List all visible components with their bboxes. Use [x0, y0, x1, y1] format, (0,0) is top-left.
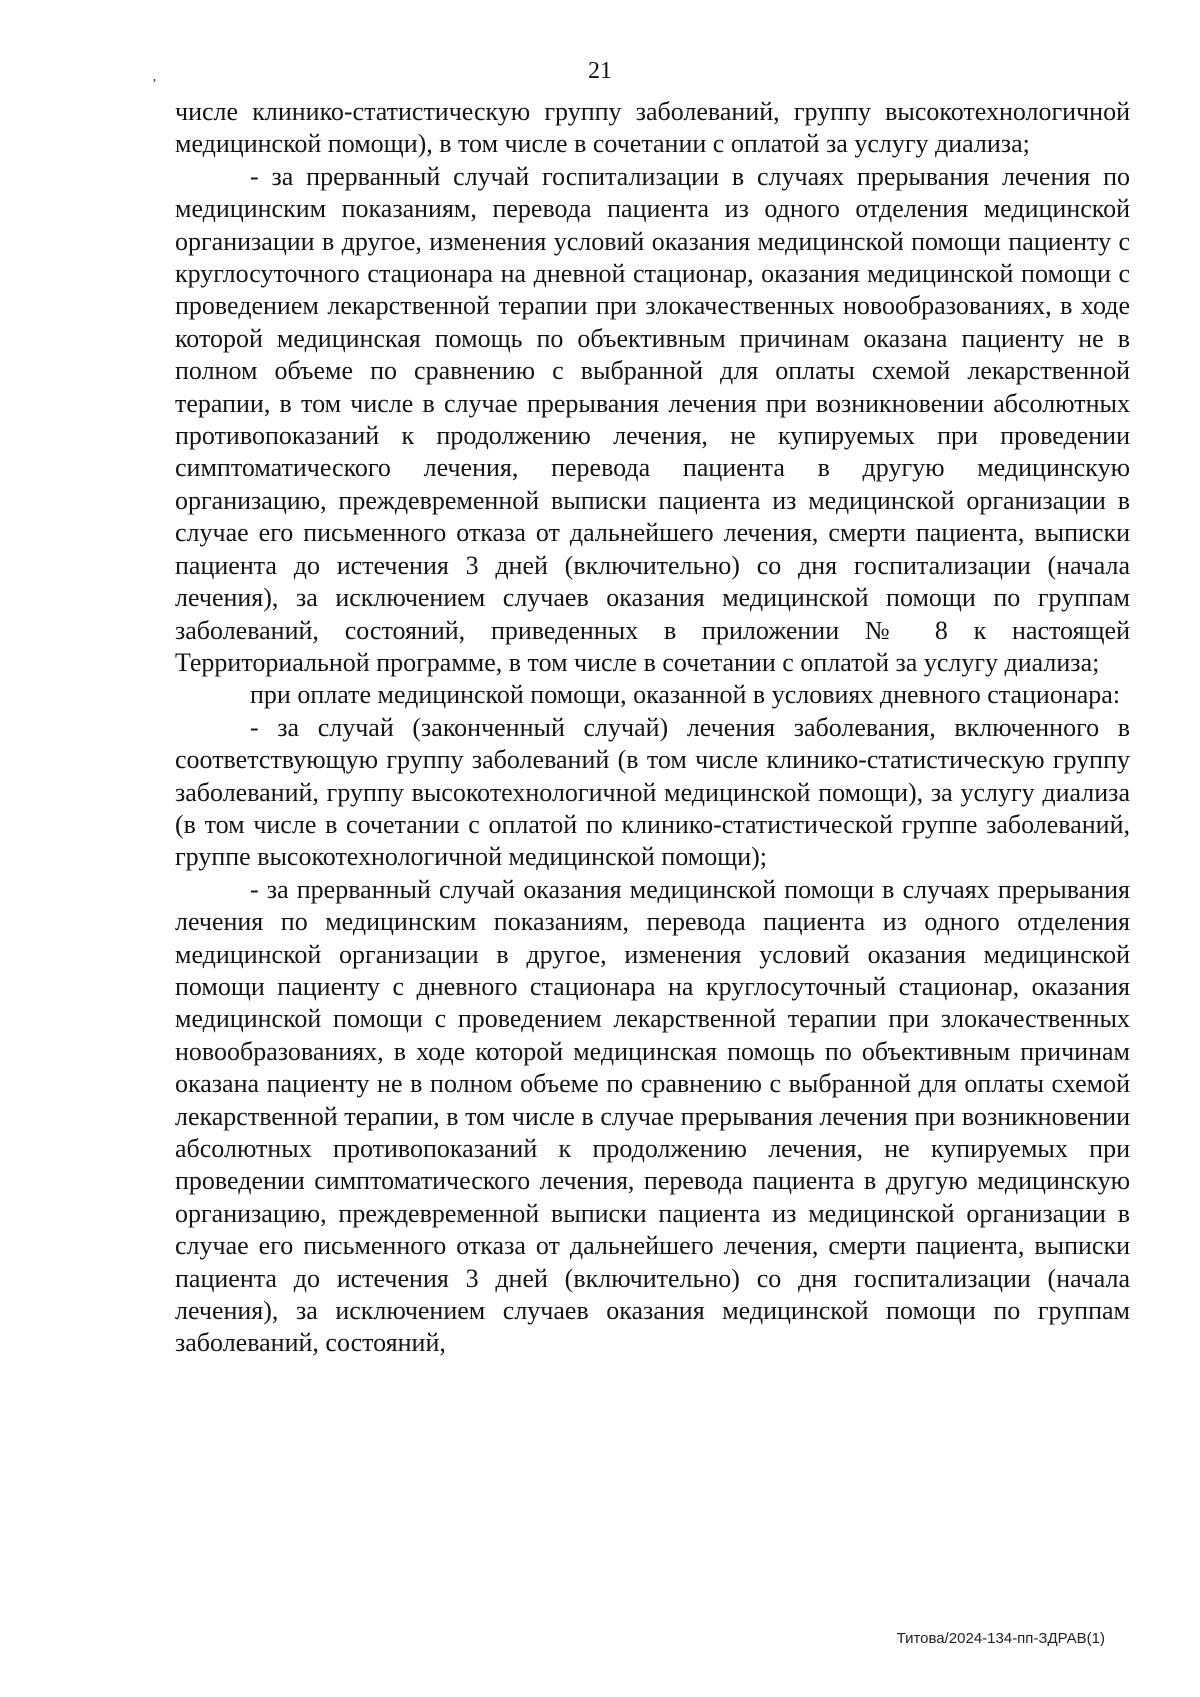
scan-mark: ʼ [152, 77, 157, 92]
paragraph-continuation: числе клинико-статистическую группу заболеваний, группу высокотехнологичной медицинской помощи), в том числе в сочетании с оплатой за услугу диализа; [175, 97, 1130, 159]
page-number: 21 [588, 58, 612, 84]
paragraph-completed-case: - за случай (законченный случай) лечения заболевания, включенного в соответствующую группу заболеваний (в том числе клинико-статистическую группу заболеваний, группу высокотехнологичной медицинской помощи), за услугу диализа (в том числе в сочетании с оплатой по клинико-статистической группе заболеваний, группе высокотехнологичной медицинской помощи); [175, 712, 1130, 872]
paragraph-interrupted-case: - за прерванный случай оказания медицинской помощи в случаях прерывания лечения по медицинским показаниям, перевода пациента из одного отделения медицинской организации в другое, изменения условий оказания медицинской помощи пациенту с дневного стационара на круглосуточный стационар, оказания медицинской помощи с проведением лекарственной терапии при злокачественных новообразованиях, в ходе которой медицинская помощь по объективным причинам оказана пациенту не в полном объеме по сравнению с выбранной для оплаты схемой лекарственной терапии, в том числе в случае прерывания лечения при возникновении абсолютных противопоказаний к продолжению лечения, не купируемых при проведении симптоматического лечения, перевода пациента в другую медицинскую организацию, преждевременной выписки пациента из медицинской организации в случае его письменного отказа от дальнейшего лечения, смерти пациента, выписки пациента до истечения 3 дней (включительно) со дня госпитализации (начала лечения), за исключением случаев оказания медицинской помощи по группам заболеваний, состояний, [175, 874, 1130, 1358]
paragraph-interrupted-hospitalization: - за прерванный случай госпитализации в случаях прерывания лечения по медицинским показаниям, перевода пациента из одного отделения медицинской организации в другое, изменения условий оказания медицинской помощи пациенту с круглосуточного стационара на дневной стационар, оказания медицинской помощи с проведением лекарственной терапии при злокачественных новообразованиях, в ходе которой медицинская помощь по объективным причинам оказана пациенту не в полном объеме по сравнению с выбранной для оплаты схемой лекарственной терапии, в том числе в случае прерывания лечения при возникновении абсолютных противопоказаний к продолжению лечения, не купируемых при проведении симптоматического лечения, перевода пациента в другую медицинскую организацию, преждевременной выписки пациента из медицинской организации в случае его письменного отказа от дальнейшего лечения, смерти пациента, выписки пациента до истечения 3 дней (включительно) со дня госпитализации (начала лечения), за исключением случаев оказания медицинской помощи по группам заболеваний, состояний, приведенных в приложении № 8 к настоящей Территориальной программе, в том числе в сочетании с оплатой за услугу диализа; [175, 161, 1130, 677]
document-body [175, 96, 1130, 1360]
document-code: Титова/2024-134-пп-ЗДРАВ(1) [896, 1630, 1105, 1647]
paragraph-day-hospital-intro: при оплате медицинской помощи, оказанной в условиях дневного стационара: [250, 680, 1121, 710]
